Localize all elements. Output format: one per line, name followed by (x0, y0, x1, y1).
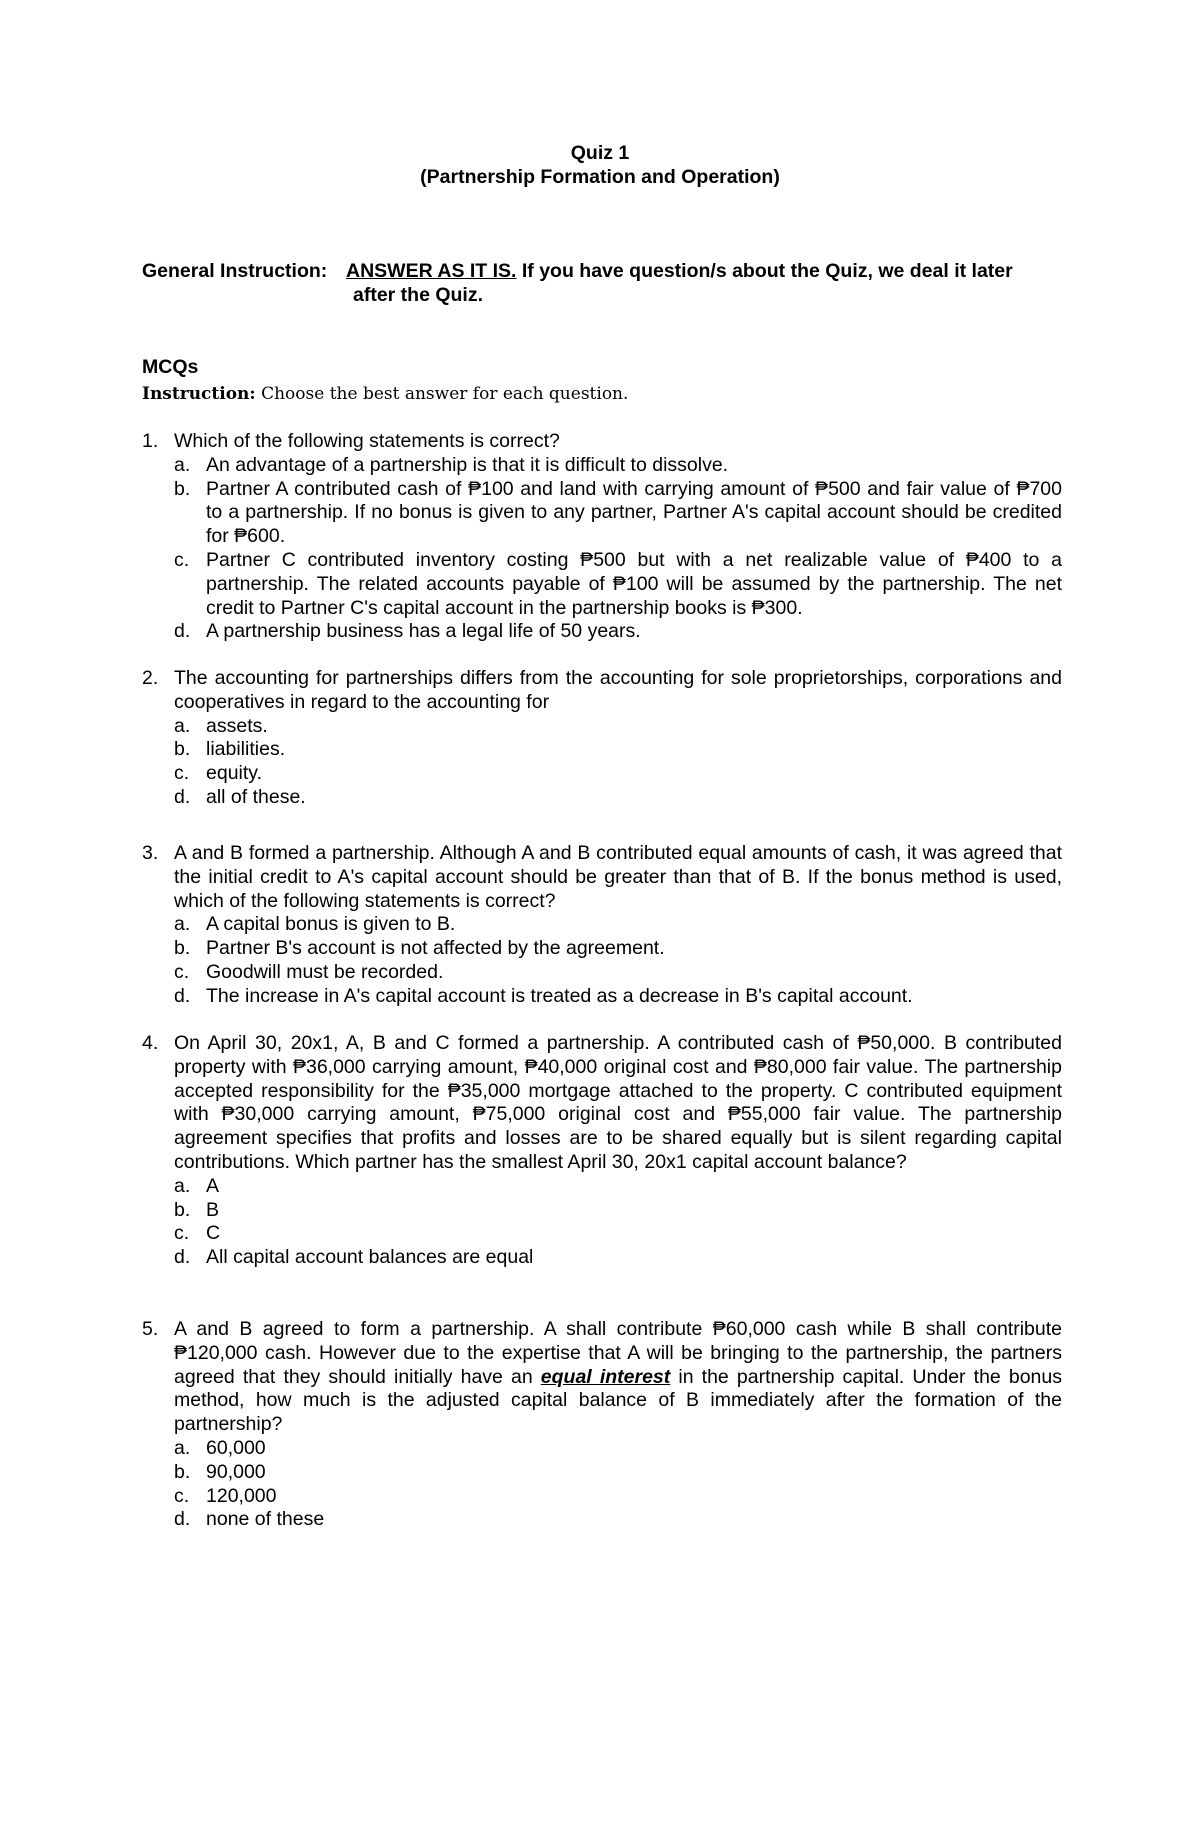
option-text: Partner B's account is not affected by the agreement. (206, 937, 665, 960)
option-text: B (206, 1198, 220, 1221)
question-1 (142, 430, 1062, 644)
option-d (174, 985, 1062, 1009)
option-b (174, 478, 1062, 549)
mcq-instruction-text: Choose the best answer for each question. (255, 384, 629, 404)
general-instruction-line2: after the Quiz. (353, 284, 484, 306)
option-text: Goodwill must be recorded. (206, 960, 444, 983)
option-c (174, 549, 1062, 620)
option-text: 60,000 (206, 1436, 266, 1459)
question-3 (142, 842, 1062, 1009)
general-instruction-text: If you have question/s about the Quiz, we deal it later (516, 260, 1013, 282)
option-text: A capital bonus is given to B. (206, 913, 456, 936)
option-letter: c. (174, 1484, 190, 1507)
option-letter: a. (174, 1436, 191, 1459)
option-letter: a. (174, 714, 191, 737)
option-c (174, 961, 1062, 985)
option-letter: d. (174, 984, 191, 1007)
question-number: 1. (142, 430, 159, 452)
mcq-instruction-label: Instruction: (142, 384, 256, 404)
question-stem-part: A and B agreed to form a partnership. A shall contribute ₱60,000 cash while B shall contribute ₱120,000 cash. However due to the expertise that A will be bringing to the partnership, the partners agreed that they should initially have an (174, 1318, 1062, 1388)
option-letter: c. (174, 1222, 190, 1245)
general-instruction (142, 259, 1072, 307)
option-b (174, 1461, 1062, 1485)
question-stem: A and B formed a partnership. Although A and B contributed equal amounts of cash, it was agreed that the initial credit to A's capital account should be greater than that of B. If the bonus method is used, which of the following statements is correct? (174, 842, 1062, 912)
option-a (174, 1175, 1062, 1199)
option-letter: b. (174, 1198, 191, 1221)
page-title: Quiz 1 (570, 142, 630, 164)
option-letter: c. (174, 960, 190, 983)
option-letter: a. (174, 913, 191, 936)
option-letter: a. (174, 453, 191, 476)
question-number: 3. (142, 842, 159, 864)
mcq-instruction (142, 384, 628, 404)
option-a (174, 454, 1062, 478)
option-text: C (206, 1222, 221, 1245)
question-stem: On April 30, 20x1, A, B and C formed a partnership. A contributed cash of ₱50,000. B contributed property with ₱36,000 carrying amount, ₱40,000 original cost and ₱80,000 fair value. The partnership accepted responsibility for the ₱35,000 mortgage attached to the property. C contributed equipment with ₱30,000 carrying amount, ₱75,000 original cost and ₱55,000 fair value. The partnership agreement specifies that profits and losses are to be shared equally but is silent regarding capital contributions. Which partner has the smallest April 30, 20x1 capital account balance? (174, 1032, 1062, 1173)
option-text: none of these (206, 1508, 325, 1531)
option-b (174, 937, 1062, 961)
option-letter: d. (174, 785, 191, 808)
option-letter: b. (174, 937, 191, 960)
question-5 (142, 1318, 1062, 1532)
option-letter: a. (174, 1174, 191, 1197)
option-letter: d. (174, 1246, 191, 1269)
option-text: liabilities. (206, 738, 286, 761)
question-stem: Which of the following statements is correct? (174, 430, 560, 452)
option-b (174, 738, 1062, 762)
option-letter: b. (174, 1460, 191, 1483)
option-text: An advantage of a partnership is that it is difficult to dissolve. (206, 453, 729, 476)
option-d (174, 786, 1062, 810)
option-a (174, 1437, 1062, 1461)
option-d (174, 1246, 1062, 1270)
option-c (174, 1222, 1062, 1246)
option-text: 120,000 (206, 1484, 277, 1507)
option-text: The increase in A's capital account is treated as a decrease in B's capital account. (206, 984, 913, 1007)
question-number: 2. (142, 667, 159, 689)
option-b (174, 1199, 1062, 1223)
option-letter: c. (174, 762, 190, 785)
question-stem: The accounting for partnerships differs from the accounting for sole proprietorships, corporations and cooperatives in regard to the accounting for (174, 667, 1062, 713)
question-stem-emphasis: equal interest (540, 1365, 671, 1388)
mcq-heading: MCQs (142, 356, 199, 378)
option-d (174, 1508, 1062, 1532)
option-text: Partner C contributed inventory costing ₱500 but with a net realizable value of ₱400 to a partnership. The related accounts payable of ₱100 will be assumed by the partnership. The net credit to Partner C's capital account in the partnership books is ₱300. (206, 548, 1062, 619)
question-stem (174, 1318, 1062, 1437)
option-letter: d. (174, 1508, 191, 1531)
question-stem-part: in the partnership capital. Under the bonus method, how much is the adjusted capital balance of B immediately after the formation of the partnership? (174, 1365, 1062, 1436)
general-instruction-emphasis: ANSWER AS IT IS. (346, 260, 517, 282)
option-text: all of these. (206, 785, 306, 808)
option-a (174, 913, 1062, 937)
option-text: assets. (206, 714, 268, 737)
question-4 (142, 1032, 1062, 1270)
option-text: 90,000 (206, 1460, 266, 1483)
option-letter: b. (174, 477, 191, 500)
option-a (174, 715, 1062, 739)
option-text: equity. (206, 762, 263, 785)
option-text: A (206, 1174, 220, 1197)
option-letter: b. (174, 738, 191, 761)
option-letter: c. (174, 548, 190, 571)
option-c (174, 1485, 1062, 1509)
question-number: 4. (142, 1032, 159, 1054)
general-instruction-label: General Instruction: (142, 260, 328, 282)
option-text: Partner A contributed cash of ₱100 and land with carrying amount of ₱500 and fair value of ₱700 to a partnership. If no bonus is given to any partner, Partner A's capital account should be credited for ₱600. (206, 477, 1062, 548)
option-text: A partnership business has a legal life of 50 years. (206, 620, 641, 643)
question-number: 5. (142, 1318, 159, 1340)
option-text: All capital account balances are equal (206, 1246, 534, 1269)
page-subtitle: (Partnership Formation and Operation) (420, 166, 780, 188)
option-c (174, 762, 1062, 786)
general-instruction-line1 (142, 259, 1072, 283)
question-2 (142, 667, 1062, 810)
option-letter: d. (174, 620, 191, 643)
option-d (174, 620, 1062, 644)
